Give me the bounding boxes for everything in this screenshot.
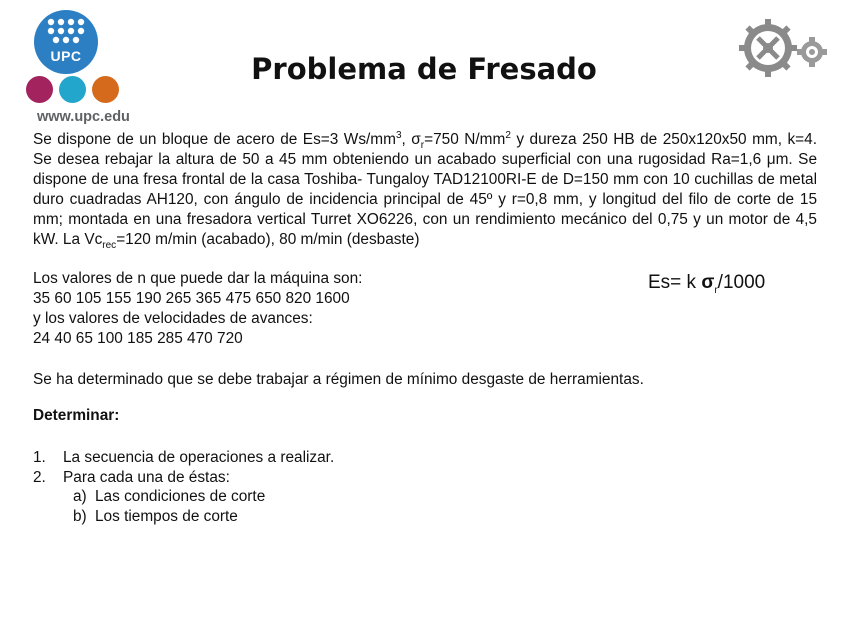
page-title: Problema de Fresado [251, 52, 597, 86]
problem-statement: Se dispone de un bloque de acero de Es=3 $Ws/mm^3$, $\sigma_r=750$ $N/mm^2$ y dureza 250 HB de 250x120x50 mm, k=4. Se desea rebajar la altura de 50 a 45 mm obteniendo un acabado superficial con una rugosidad Ra=1,6 μm. Se dispone de una fresa frontal de la casa Toshiba- Tungaloy TAD12100RI-E de D=150 mm con 10 cuchillas de metal duro cuadradas AH120, con ángulo de incidencia principal de 45º y r=0,8 mm, y longitud del filo de corte de 15 mm; montada en una fresadora vertical Turret XO6226, con un rendimiento mecánico del 0,75 y un motor de 4,5 kW. La $Vc_{rec}=120$ m/min (acabado), 80 m/min (desbaste) [33, 129, 817, 252]
list-item: 2. Para cada una de éstas: [33, 469, 230, 486]
determine-heading: Determinar: [33, 407, 120, 424]
upc-logo-text: UPC [50, 48, 82, 64]
n-values: 35 60 105 155 190 265 365 475 650 820 1600 [33, 290, 350, 307]
feed-values: 24 40 65 100 185 285 470 720 [33, 330, 243, 347]
sub-list-item: b) Los tiempos de corte [73, 508, 238, 525]
upc-dots-icon [44, 17, 88, 45]
list-item: 1. La secuencia de operaciones a realizar. [33, 449, 335, 466]
upc-url: www.upc.edu [37, 109, 130, 125]
regime-statement: Se ha determinado que se debe trabajar a régimen de mínimo desgaste de herramientas. [33, 371, 644, 388]
sub-list-item: a) Las condiciones de corte [73, 488, 266, 505]
feed-values-label: y los valores de velocidades de avances: [33, 310, 313, 327]
specific-energy-formula: Es= k $\sigma_r/1000$ [648, 272, 766, 296]
n-values-label: Los valores de n que puede dar la máquina son: [33, 270, 363, 287]
